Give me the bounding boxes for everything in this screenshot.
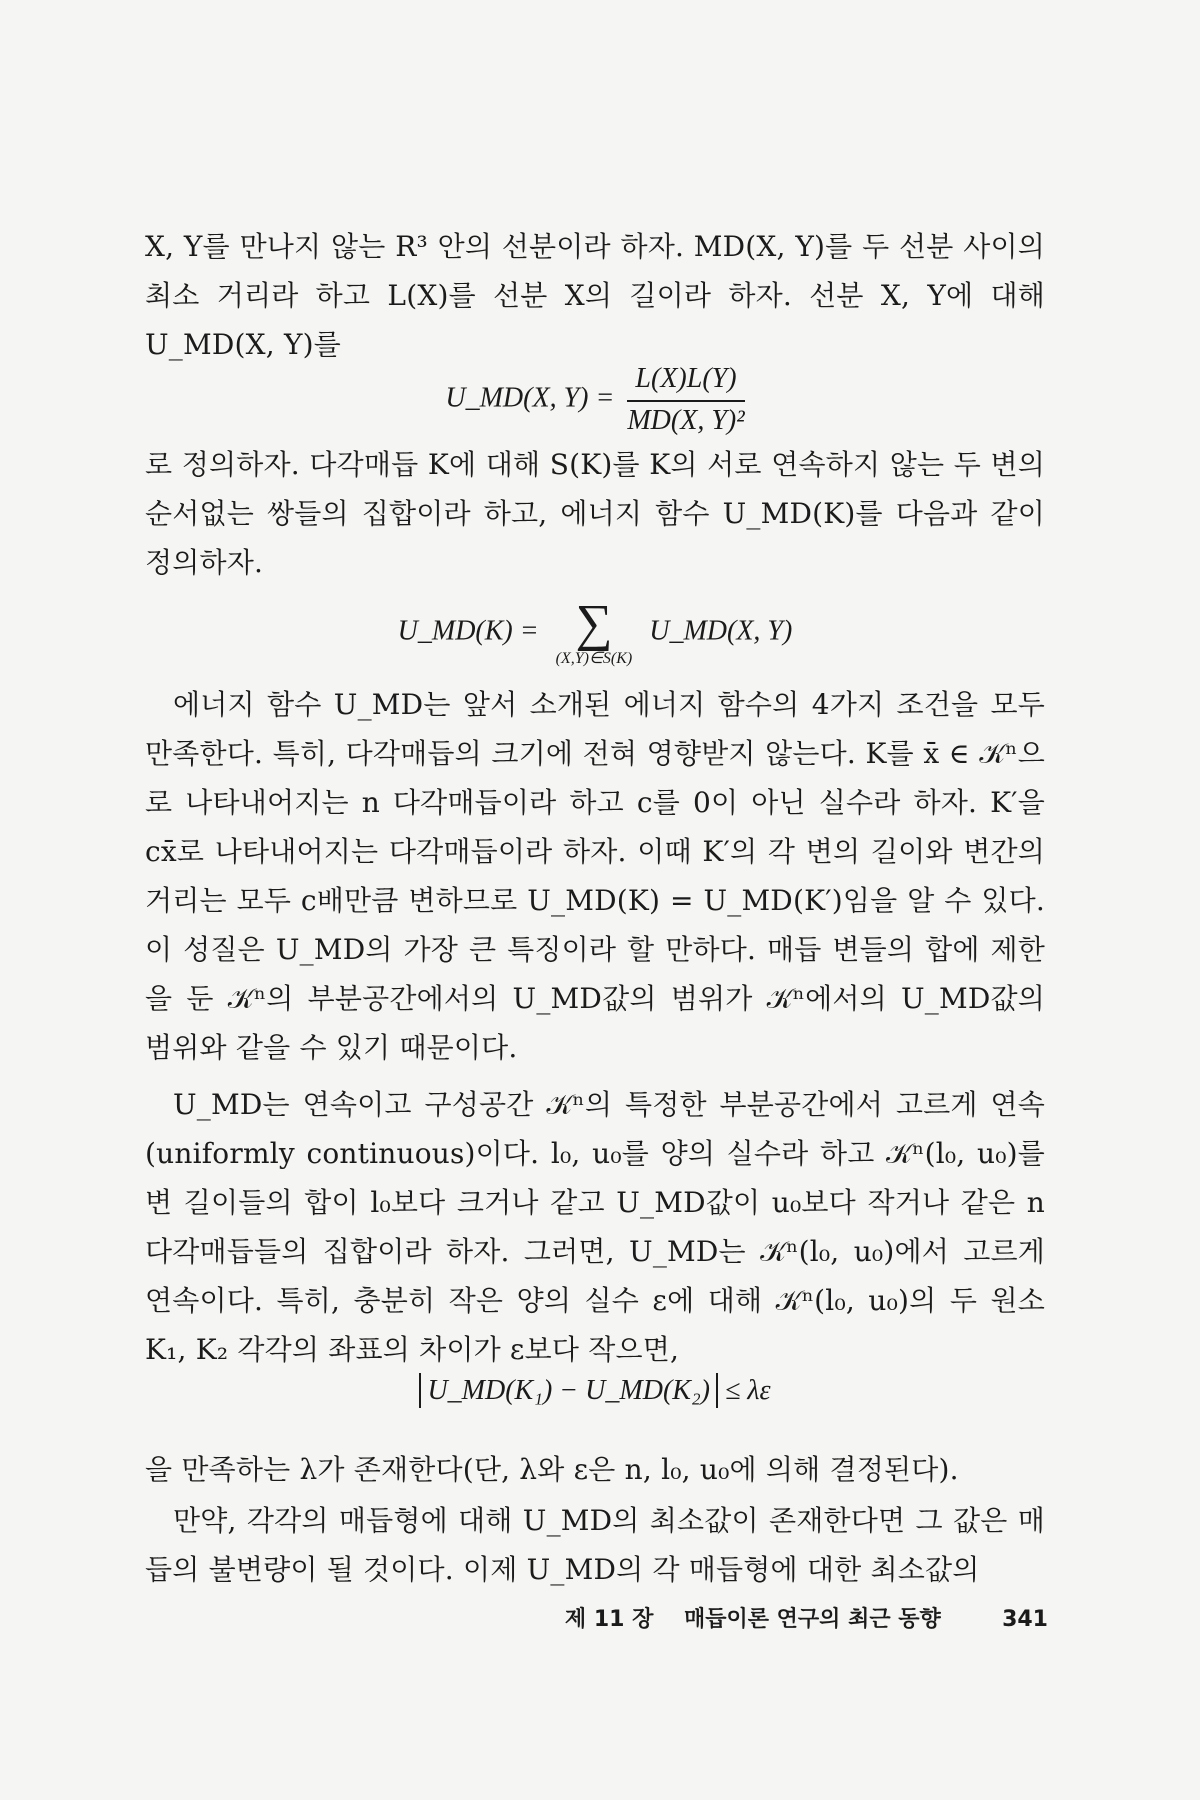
paragraph-scale-invariance	[145, 680, 1045, 1072]
page-footer	[565, 1602, 1048, 1633]
footer-title: 매듭이론 연구의 최근 동향	[684, 1607, 941, 1632]
paragraph-definition-segments	[145, 222, 1045, 369]
paragraph-text: X, Y를 만나지 않는 R³ 안의 선분이라 하자. MD(X, Y)를 두 선분 사이의 최소 거리라 하고 L(X)를 선분 X의 길이라 하자. 선분 X, Y에 대해 U_MD(X, Y)를	[145, 230, 1045, 361]
summation	[555, 595, 633, 668]
equation-inequality	[145, 1375, 1045, 1407]
equation-lhs: U_MD(K) =	[397, 615, 539, 647]
footer-chapter: 제 11 장	[564, 1607, 654, 1632]
equation-umd-segments	[145, 360, 1045, 440]
equation-fraction	[627, 360, 744, 440]
summation-index: (X,Y)∈S(K)	[555, 650, 633, 667]
equation-rhs: U_MD(X, Y)	[649, 615, 793, 647]
paragraph-uniform-continuity	[145, 1080, 1045, 1374]
absolute-difference: U_MD(K₁) − U_MD(K₂)	[419, 1373, 718, 1408]
fraction-denominator: MD(X, Y)²	[627, 405, 745, 436]
paragraph-lambda	[145, 1445, 1045, 1494]
fraction-numerator: L(X)L(Y)	[627, 360, 744, 402]
paragraph-text: 만약, 각각의 매듭형에 대해 U_MD의 최소값이 존재한다면 그 값은 매듭의 불변량이 될 것이다. 이제 U_MD의 각 매듭형에 대한 최소값의	[145, 1504, 1045, 1586]
page-number: 341	[1002, 1607, 1048, 1632]
equation-umd-knot	[145, 595, 1045, 668]
paragraph-text: 을 만족하는 λ가 존재한다(단, λ와 ε은 n, l₀, u₀에 의해 결정된다).	[145, 1453, 959, 1486]
paragraph-text: 로 정의하자. 다각매듭 K에 대해 S(K)를 K의 서로 연속하지 않는 두 변의 순서없는 쌍들의 집합이라 하고, 에너지 함수 U_MD(K)를 다음과 같이 정의하자.	[145, 448, 1045, 579]
paragraph-text: 에너지 함수 U_MD는 앞서 소개된 에너지 함수의 4가지 조건을 모두 만족한다. 특히, 다각매듭의 크기에 전혀 영향받지 않는다. K를 x̄ ∈ 𝒦ⁿ으로 나타내어지는 n 다각매듭이라 하고 c를 0이 아닌 실수라 하자. K′을 cx̄로 나타내어지는 다각매듭이라 하자. 이때 K′의 각 변의 길이와 변간의 거리는 모두 c배만큼 변하므로 U_MD(K) = U_MD(K′)임을 알 수 있다. 이 성질은 U_MD의 가장 큰 특징이라 할 만하다. 매듭 변들의 합에 제한을 둔 𝒦ⁿ의 부분공간에서의 U_MD값의 범위가 𝒦ⁿ에서의 U_MD값의 범위와 같을 수 있기 때문이다.	[145, 688, 1045, 1064]
paragraph-text: U_MD는 연속이고 구성공간 𝒦ⁿ의 특정한 부분공간에서 고르게 연속(uniformly continuous)이다. l₀, u₀를 양의 실수라 하고 𝒦ⁿ(l₀, u₀)를 변 길이들의 합이 l₀보다 크거나 같고 U_MD값이 u₀보다 작거나 같은 n 다각매듭들의 집합이라 하자. 그러면, U_MD는 𝒦ⁿ(l₀, u₀)에서 고르게 연속이다. 특히, 충분히 작은 양의 실수 ε에 대해 𝒦ⁿ(l₀, u₀)의 두 원소 K₁, K₂ 각각의 좌표의 차이가 ε보다 작으면,	[145, 1088, 1045, 1366]
paragraph-invariant	[145, 1496, 1045, 1594]
sigma-symbol: ∑	[575, 595, 613, 652]
inequality-rhs: ≤ λε	[725, 1375, 771, 1406]
equation-lhs: U_MD(X, Y) =	[445, 382, 615, 414]
paragraph-energy-definition	[145, 440, 1045, 587]
